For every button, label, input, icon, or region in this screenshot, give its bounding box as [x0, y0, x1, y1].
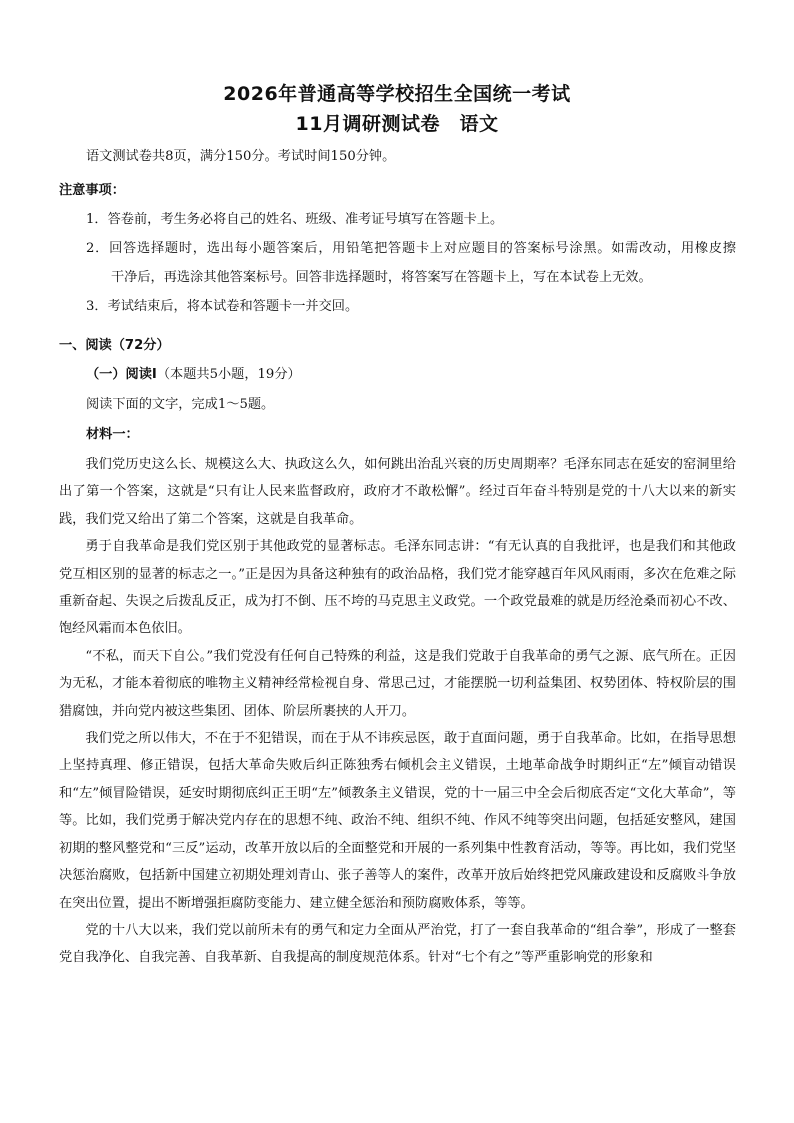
- notice-heading: 注意事项：: [59, 183, 125, 198]
- exam-subtitle: 11月调研测试卷 语文: [295, 113, 499, 135]
- subsection-label: （一）阅读Ⅰ: [86, 367, 157, 382]
- exam-title: 2026年普通高等学校招生全国统一考试: [223, 83, 571, 105]
- reading-instruction: 阅读下面的文字，完成1～5题。: [86, 397, 275, 412]
- material-label: 材料一：: [86, 427, 139, 442]
- passage-paragraph: 我们党之所以伟大，不在于不犯错误，而在于从不讳疾忌医，敢于直面问题，勇于自我革命。比如，在指导思想上坚持真理、修正错误，包括大革命失败后纠正陈独秀右倾机会主义错误，土地革命战争时期纠正“左”倾盲动错误和“左”倾冒险错误，延安时期彻底纠正王明“左”倾教条主义错误，党的十一届三中全会后彻底否定“文化大革命”，等等。比如，我们党勇于解决党内存在的思想不纯、政治不纯、组织不纯、作风不纯等突出问题，包括延安整风，建国初期的整风整党和“三反”运动，改革开放以后的全面整党和开展的一系列集中性教育活动，等等。再比如，我们党坚决惩治腐败，包括新中国建立初期处理刘青山、张子善等人的案件，改革开放后始终把党风廉政建设和反腐败斗争放在突出位置，提出不断增强拒腐防变能力、建立健全惩治和预防腐败体系，等等。: [59, 731, 736, 911]
- section-heading: 一、阅读（72分）: [59, 338, 170, 353]
- passage-paragraph: 党的十八大以来，我们党以前所未有的勇气和定力全面从严治党，打了一套自我革命的“组合拳”，形成了一整套党自我净化、自我完善、自我革新、自我提高的制度规范体系。针对“七个有之”等严重影响党的形象和: [59, 922, 736, 966]
- notice-item-2-continued: 干净后，再选涂其他答案标号。回答非选择题时，将答案写在答题卡上，写在本试卷上无效。: [111, 270, 652, 285]
- exam-intro: 语文测试卷共8页，满分150分。考试时间150分钟。: [86, 149, 396, 164]
- passage-paragraph: 我们党历史这么长、规模这么大、执政这么久，如何跳出治乱兴衰的历史周期率？毛泽东同志在延安的窑洞里给出了第一个答案，这就是“只有让人民来监督政府，政府才不敢松懈”。经过百年奋斗特别是党的十八大以来的新实践，我们党又给出了第二个答案，这就是自我革命。: [59, 457, 736, 527]
- passage-paragraph: 勇于自我革命是我们党区别于其他政党的显著标志。毛泽东同志讲：“有无认真的自我批评，也是我们和其他政党互相区别的显著的标志之一。”正是因为具备这种独有的政治品格，我们党才能穿越百年风风雨雨，多次在危难之际重新奋起、失误之后拨乱反正，成为打不倒、压不垮的马克思主义政党。一个政党最难的就是历经沧桑而初心不改、饱经风霜而本色依旧。: [59, 539, 736, 637]
- passage: [59, 451, 736, 972]
- notice-item-3: 3．考试结束后，将本试卷和答题卡一并交回。: [86, 299, 359, 314]
- notice-item-1: 1．答卷前，考生务必将自己的姓名、班级、准考证号填写在答题卡上。: [86, 212, 504, 227]
- notice-item-2: 2．回答选择题时，选出每小题答案后，用铅笔把答题卡上对应题目的答案标号涂黑。如需改动，用橡皮擦: [86, 241, 736, 256]
- subsection-note: （本题共5小题，19分）: [156, 367, 301, 382]
- subsection-heading: [86, 366, 301, 384]
- passage-paragraph: “不私，而天下自公。”我们党没有任何自己特殊的利益，这是我们党敢于自我革命的勇气之源、底气所在。正因为无私，才能本着彻底的唯物主义精神经常检视自身、常思己过，才能摆脱一切利益集团、权势团体、特权阶层的围猎腐蚀，并向党内被这些集团、团体、阶层所裹挟的人开刀。: [59, 648, 736, 719]
